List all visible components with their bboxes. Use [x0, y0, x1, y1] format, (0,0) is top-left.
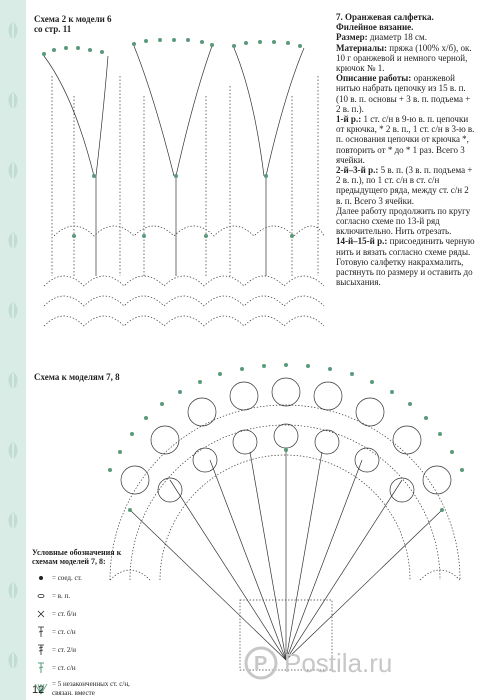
page-number: 12 [32, 684, 45, 696]
leaf-ornament-icon [4, 230, 22, 252]
row14-label: 14-й–15-й р.: [336, 236, 388, 247]
leaf-ornament-icon [4, 650, 22, 672]
leaf-ornament-icon [4, 90, 22, 112]
materials-text: пряжа (100% х/б), ок. 10 г оранжевой и немного черной, крючок № 1. [336, 42, 472, 74]
leaf-ornament-icon [4, 580, 22, 602]
crochet-chart-model-6 [34, 36, 330, 336]
postila-logo-icon [244, 646, 278, 680]
stitch-legend [32, 548, 132, 698]
row1-text: 1 ст. с/н в 9-ю в. п. цепочки от крючка, * 2 в. п., 1 ст. с/н в 3-ю в. п. основания цепочки от крючка *, повторить от * до * 1 раз. Всего 3 ячейки. [336, 114, 475, 165]
row1-label: 1-й р.: [336, 114, 362, 125]
materials-paragraph [336, 43, 476, 74]
description-label: Описание работы: [336, 73, 412, 84]
double-crochet-icon [32, 626, 50, 638]
treble-crochet-icon [32, 644, 50, 656]
continue-paragraph: Далее работу продолжить по кругу согласно схеме по 13-й ряд включительно. Нить отрезать. [336, 205, 471, 237]
row2-label: 2-й–3-й р.: [336, 165, 379, 176]
legend-item: = ст. 2/н [32, 644, 132, 656]
legend-item: = ст. с/н [32, 626, 132, 638]
row14-paragraph [336, 236, 476, 256]
single-crochet-icon [32, 608, 50, 620]
legend-item: = ст. с/н [32, 662, 132, 674]
green-double-crochet-icon [32, 662, 50, 674]
leaf-ornament-icon [4, 510, 22, 532]
row2-paragraph [336, 165, 476, 206]
size-paragraph [336, 32, 476, 42]
row1-paragraph [336, 114, 476, 165]
legend-item: = соед. ст. [32, 572, 132, 584]
legend-item: = в. п. [32, 590, 132, 602]
article-title: 7. Оранжевая салфетка. [336, 12, 434, 22]
crochet-chart-models-7-8 [90, 360, 480, 690]
chain-stitch-icon [32, 590, 50, 602]
slip-stitch-icon [32, 572, 50, 584]
description-text: оранжевой нитью набрать цепочку из 15 в. п. (10 в. п. основы + 3 в. п. подъема + 2 в. п.). [336, 73, 471, 114]
description-paragraph [336, 73, 476, 114]
leaf-ornament-icon [4, 160, 22, 182]
row2-text: 5 в. п. (3 в. п. подъема + 2 в. п.), по 1 ст. с/н в ст. с/н предыдущего ряда, между ст. с/н 2 в. п. Всего 3 ячейки. [336, 165, 473, 206]
svg-text:P: P [254, 653, 268, 675]
materials-label: Материалы: [336, 42, 388, 53]
legend-title: Условные обозначения к схемам моделей 7, 8: [32, 548, 122, 566]
bottom-diagram-caption: Схема к моделям 7, 8 [34, 372, 120, 382]
leaf-ornament-icon [4, 300, 22, 322]
legend-item: = 5 незаконченных ст. с/н, связан. вместе [32, 680, 132, 698]
top-diagram-caption: Схема 2 к модели 6 со стр. 11 [34, 14, 112, 34]
size-text: диаметр 18 см. [369, 32, 427, 43]
article-subtitle: Филейное вязание. [336, 22, 414, 33]
leaf-ornament-icon [4, 20, 22, 42]
leaf-ornament-icon [4, 440, 22, 462]
row14-text: присоединить черную нить и вязать согласно схеме ряды. [336, 236, 475, 257]
leaf-ornament-icon [4, 370, 22, 392]
site-watermark [244, 646, 392, 680]
decorative-side-strip [0, 0, 26, 700]
article-text [336, 12, 476, 287]
size-label: Размер: [336, 32, 368, 43]
watermark-text: Postila.ru [284, 647, 393, 678]
legend-item: = ст. б/н [32, 608, 132, 620]
finish-paragraph: Готовую салфетку накрахмалить, растянуть по размеру и оставить до высыхания. [336, 256, 473, 288]
